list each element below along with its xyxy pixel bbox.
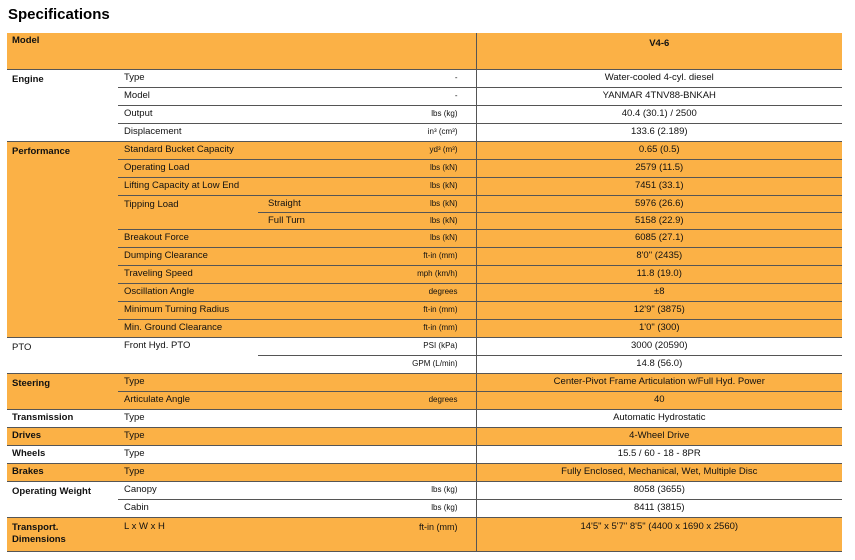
spec-value: 40.4 (30.1) / 2500 (476, 105, 842, 123)
table-row (7, 355, 842, 373)
spec-value: 133.6 (2.189) (476, 123, 842, 141)
unit-label: GPM (L/min) (258, 355, 476, 373)
unit-label: - (358, 87, 476, 105)
spec-value: 7451 (33.1) (476, 177, 842, 195)
spec-value: Center-Pivot Frame Articulation w/Full Hyd. Power (476, 373, 842, 391)
spec-value: Automatic Hydrostatic (476, 409, 842, 427)
table-row (7, 463, 842, 481)
unit-label (358, 373, 476, 391)
table-row (7, 265, 842, 283)
unit-label: yd³ (m³) (358, 141, 476, 159)
item-label: Front Hyd. PTO (118, 337, 258, 355)
spec-value: 4-Wheel Drive (476, 427, 842, 445)
section-label-transport-dimensions (7, 517, 118, 551)
unit-label: PSI (kPa) (258, 337, 476, 355)
spec-value: 2579 (11.5) (476, 159, 842, 177)
section-label-line: Dimensions (12, 533, 66, 545)
spec-value: 8411 (3815) (476, 499, 842, 517)
section-label-operating-weight: Operating Weight (7, 481, 118, 517)
item-label: Type (118, 463, 476, 481)
unit-label: lbs (kN) (358, 229, 476, 247)
spec-value: 14.8 (56.0) (476, 355, 842, 373)
section-label-wheels: Wheels (7, 445, 118, 463)
section-label-line: Transport. (12, 521, 59, 533)
sub-item-label: Full Turn (258, 212, 358, 229)
spec-value: 5158 (22.9) (476, 212, 842, 229)
spec-value: 3000 (20590) (476, 337, 842, 355)
unit-label: ft-in (mm) (358, 247, 476, 265)
section-label-steering: Steering (7, 373, 118, 409)
table-row (7, 373, 842, 391)
section-label-brakes: Brakes (7, 463, 118, 481)
table-row (7, 69, 842, 87)
item-label: Model (118, 87, 358, 105)
spec-value: 1'0" (300) (476, 319, 842, 337)
table-row (7, 87, 842, 105)
table-row (7, 105, 842, 123)
item-label: Canopy (118, 481, 358, 499)
table-row (7, 159, 842, 177)
item-label: Standard Bucket Capacity (118, 141, 358, 159)
unit-label: lbs (kN) (358, 159, 476, 177)
table-row (7, 229, 842, 247)
spec-value: 15.5 / 60 - 18 - 8PR (476, 445, 842, 463)
sub-item-label: Straight (258, 195, 358, 212)
section-label-performance: Performance (7, 141, 118, 337)
table-row (7, 445, 842, 463)
unit-label: degrees (358, 283, 476, 301)
item-label: Lifting Capacity at Low End (118, 177, 358, 195)
spec-table (7, 33, 842, 552)
header-row (7, 33, 842, 69)
spec-value: 5976 (26.6) (476, 195, 842, 212)
item-label: L x W x H (118, 517, 358, 551)
spec-value: 40 (476, 391, 842, 409)
unit-label: degrees (358, 391, 476, 409)
item-label: Breakout Force (118, 229, 358, 247)
section-label-engine: Engine (7, 69, 118, 141)
spec-value: YANMAR 4TNV88-BNKAH (476, 87, 842, 105)
unit-label: lbs (kN) (358, 195, 476, 212)
table-row (7, 517, 842, 551)
unit-label: in³ (cm³) (358, 123, 476, 141)
unit-label: - (358, 69, 476, 87)
empty-cell (118, 355, 258, 373)
item-label: Type (118, 409, 476, 427)
item-label: Tipping Load (118, 195, 258, 229)
item-label: Cabin (118, 499, 358, 517)
unit-label: ft-in (mm) (358, 517, 476, 551)
spec-value: 14'5" x 5'7" 8'5" (4400 x 1690 x 2560) (476, 517, 842, 551)
table-row (7, 319, 842, 337)
spec-value: 12'9" (3875) (476, 301, 842, 319)
item-label: Displacement (118, 123, 358, 141)
item-label: Output (118, 105, 358, 123)
unit-label: lbs (kN) (358, 212, 476, 229)
spec-value: 8058 (3655) (476, 481, 842, 499)
table-row (7, 283, 842, 301)
item-label: Operating Load (118, 159, 358, 177)
item-label: Articulate Angle (118, 391, 358, 409)
spec-value: Water-cooled 4-cyl. diesel (476, 69, 842, 87)
item-label: Minimum Turning Radius (118, 301, 358, 319)
spec-value: 8'0" (2435) (476, 247, 842, 265)
item-label: Dumping Clearance (118, 247, 358, 265)
table-row (7, 177, 842, 195)
spec-value: 6085 (27.1) (476, 229, 842, 247)
unit-label: ft-in (mm) (358, 319, 476, 337)
page-title: Specifications (8, 6, 110, 23)
spec-value: ±8 (476, 283, 842, 301)
item-label: Min. Ground Clearance (118, 319, 358, 337)
spec-value: 11.8 (19.0) (476, 265, 842, 283)
table-row (7, 301, 842, 319)
header-model-label: Model (7, 33, 476, 69)
spec-value: 0.65 (0.5) (476, 141, 842, 159)
item-label: Oscillation Angle (118, 283, 358, 301)
item-label: Type (118, 445, 476, 463)
table-row (7, 337, 842, 355)
item-label: Type (118, 69, 358, 87)
item-label: Traveling Speed (118, 265, 358, 283)
unit-label: lbs (kg) (358, 105, 476, 123)
section-label-pto: PTO (7, 337, 118, 373)
item-label: Type (118, 373, 358, 391)
table-row (7, 499, 842, 517)
unit-label: lbs (kN) (358, 177, 476, 195)
table-row (7, 195, 842, 212)
unit-label: lbs (kg) (358, 499, 476, 517)
unit-label: lbs (kg) (358, 481, 476, 499)
item-label: Type (118, 427, 476, 445)
table-row (7, 141, 842, 159)
table-row (7, 409, 842, 427)
section-label-drives: Drives (7, 427, 118, 445)
table-row (7, 391, 842, 409)
unit-label: mph (km/h) (358, 265, 476, 283)
table-row (7, 427, 842, 445)
header-model-value: V4-6 (476, 33, 842, 69)
unit-label: ft-in (mm) (358, 301, 476, 319)
table-row (7, 247, 842, 265)
section-label-transmission: Transmission (7, 409, 118, 427)
table-row (7, 481, 842, 499)
table-row (7, 123, 842, 141)
spec-value: Fully Enclosed, Mechanical, Wet, Multiple Disc (476, 463, 842, 481)
